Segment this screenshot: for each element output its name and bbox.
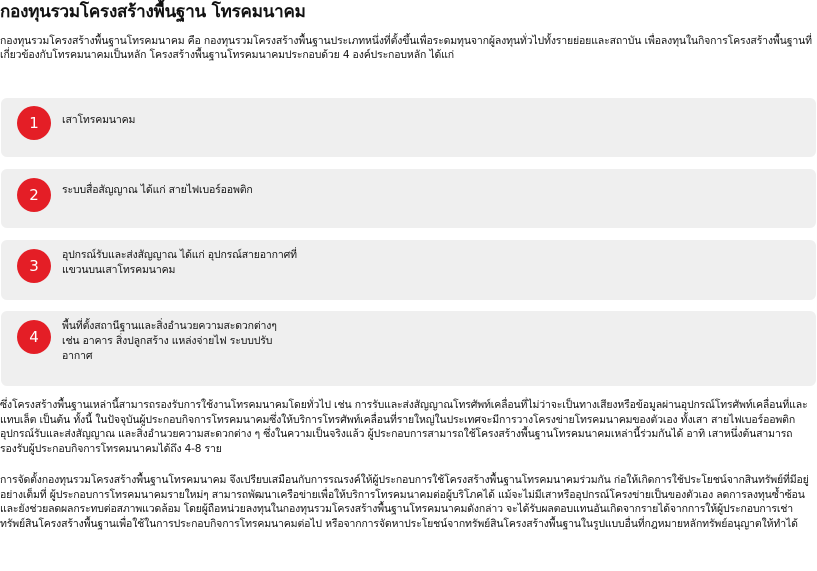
number-badge: 3 [17, 249, 51, 283]
number-badge: 1 [17, 106, 51, 140]
component-card-4 [1, 311, 816, 386]
page-title: กองทุนรวมโครงสร้างพื้นฐาน โทรคมนาคม [0, 2, 306, 22]
body-paragraph-1: ซึ่งโครงสร้างพื้นฐานเหล่านี้สามารถรองรับการใช้งานโทรคมนาคมโดยทั่วไป เช่น การรับและส่งสัญญาณโทรศัพท์เคลื่อนที่ไม่ว่าจะเป็นทางเสียงหรือข้อมูลผ่านอุปกรณ์โทรศัพท์เคลื่อนที่และแทบเล็ต เป็นต้น ทั้งนี้ ในปัจจุบันผู้ประกอบกิจการโทรคมนาคมซึ่งให้บริการโทรศัพท์เคลื่อนที่รายใหญ่ในประเทศจะมีการวางโครงข่ายโทรคมนาคมของตัวเอง ทั้งเสา สายไฟเบอร์ออพติก อุปกรณ์รับและส่งสัญญาณ และสิ่งอำนวยความสะดวกต่าง ๆ ซึ่งในความเป็นจริงแล้ว ผู้ประกอบการสามารถใช้โครงสร้างพื้นฐานโทรคมนาคมเหล่านี้ร่วมกันได้ อาทิ เสาหนึ่งต้นสามารถรองรับผู้ประกอบกิจการโทรคมนาคมได้ถึง 4-8 ราย [0, 399, 808, 455]
component-card-2 [1, 169, 816, 228]
component-text: พื้นที่ตั้งสถานีฐานและสิ่งอำนวยความสะดวกต่างๆ เช่น อาคาร สิ่งปลูกสร้าง แหล่งจ่ายไฟ ระบบปรับอากาศ [62, 320, 277, 362]
component-card-3 [1, 240, 816, 300]
number-badge: 2 [17, 178, 51, 212]
intro-paragraph: กองทุนรวมโครงสร้างพื้นฐานโทรคมนาคม คือ กองทุนรวมโครงสร้างพื้นฐานประเภทหนึ่งที่ตั้งขึ้นเพื่อระดมทุนจากผู้ลงทุนทั่วไปทั้งรายย่อยและสถาบัน เพื่อลงทุนในกิจการโครงสร้างพื้นฐานที่เกี่ยวข้องกับโทรคมนาคมเป็นหลัก โครงสร้างพื้นฐานโทรคมนาคมประกอบด้วย 4 องค์ประกอบหลัก ได้แก่ [0, 35, 812, 61]
component-card-1 [1, 98, 816, 157]
component-text: อุปกรณ์รับและส่งสัญญาณ ได้แก่ อุปกรณ์สายอากาศที่แขวนบนเสาโทรคมนาคม [62, 249, 297, 276]
body-paragraph-2: การจัดตั้งกองทุนรวมโครงสร้างพื้นฐานโทรคมนาคม จึงเปรียบเสมือนกับการรณรงค์ให้ผู้ประกอบการใช้โครงสร้างพื้นฐานโทรคมนาคมร่วมกัน ก่อให้เกิดการใช้ประโยชน์จากสินทรัพย์ที่มีอยู่อย่างเต็มที่ ผู้ประกอบการโทรคมนาคมรายใหม่ๆ สามารถพัฒนาเครือข่ายเพื่อให้บริการโทรคมนาคมต่อผู้บริโภคได้ แม้จะไม่มีเสาหรืออุปกรณ์โครงข่ายเป็นของตัวเอง ลดการลงทุนซ้ำซ้อนและยังช่วยลดผลกระทบต่อสภาพแวดล้อม โดยผู้ถือหน่วยลงทุนในกองทุนรวมโครงสร้างพื้นฐานโทรคมนาคมดังกล่าว จะได้รับผลตอบแทนอันเกิดจากรายได้จากการให้ผู้ประกอบการเช่าทรัพย์สินโครงสร้างพื้นฐานเพื่อใช้ในการประกอบกิจการโทรคมนาคมต่อไป หรือจากการจัดหาประโยชน์จากทรัพย์สินโครงสร้างพื้นฐานในรูปแบบอื่นที่กฎหมายหลักทรัพย์อนุญาตให้ทำได้ [0, 474, 809, 530]
component-text: เสาโทรคมนาคม [62, 114, 136, 126]
number-badge: 4 [17, 320, 51, 354]
component-text: ระบบสื่อสัญญาณ ได้แก่ สายไฟเบอร์ออพติก [62, 184, 253, 196]
